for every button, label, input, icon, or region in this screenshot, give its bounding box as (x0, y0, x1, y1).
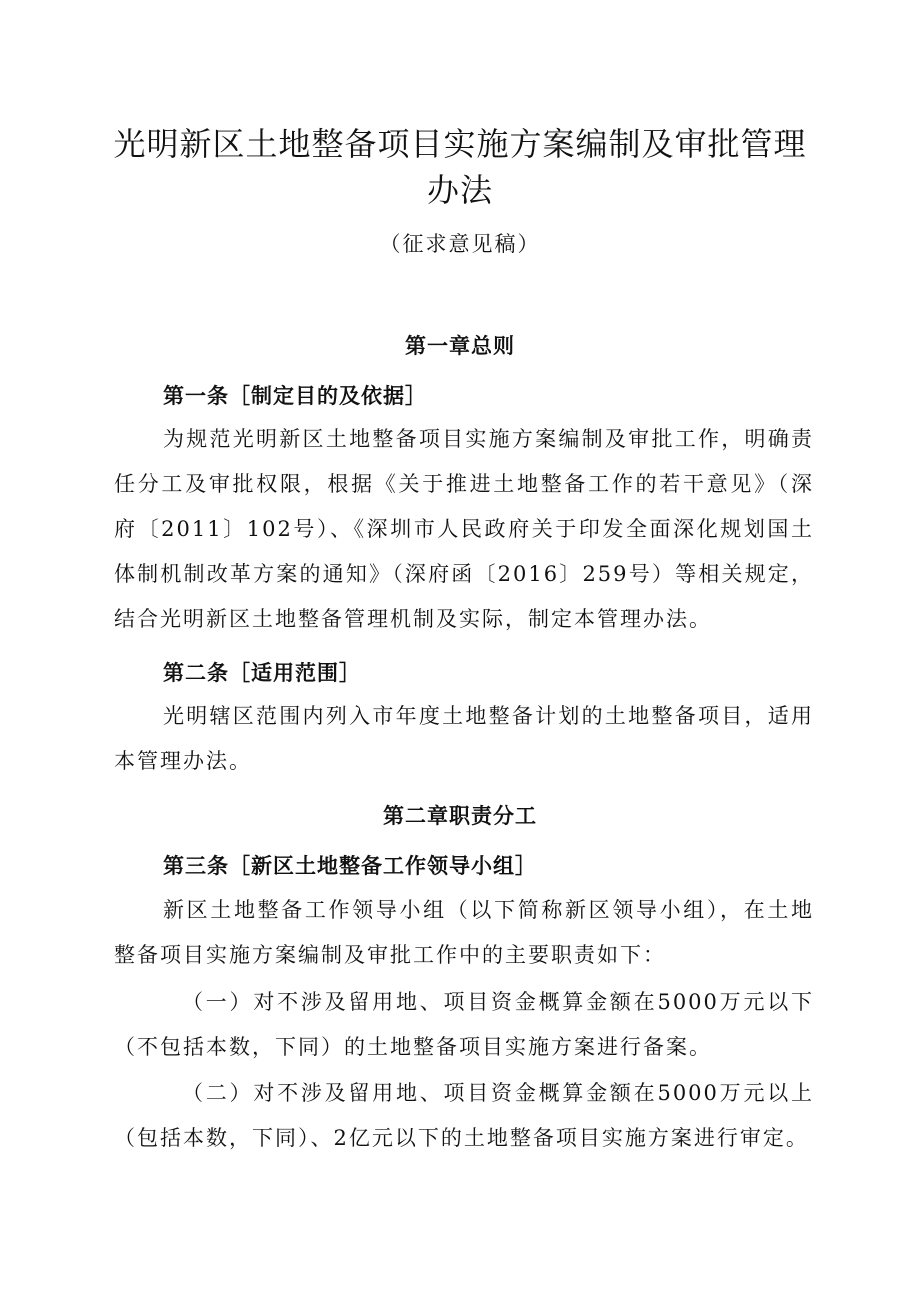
chapter-heading: 第一章总则 (405, 333, 515, 358)
article-paragraph: 为规范光明新区土地整备项目实施方案编制及审批工作，明确责任分工及审批权限，根据《关于推进土地整备工作的若干意见》（深府〔2011〕102号）、《深圳市人民政府关于印发全面深化规划国土体制机制改革方案的通知》（深府函〔2016〕259号）等相关规定，结合光明新区土地整备管理机制及实际，制定本管理办法。 (114, 427, 814, 631)
chapter-heading: 第二章职责分工 (383, 803, 537, 828)
article-heading: 第一条［制定目的及依据］ (163, 383, 427, 408)
document-subtitle: （征求意见稿） (379, 232, 541, 256)
article-list-item: （一）对不涉及留用地、项目资金概算金额在5000万元以下（不包括本数，下同）的土地整备项目实施方案进行备案。 (114, 990, 814, 1059)
document-title: 光明新区土地整备项目实施方案编制及审批管理办法 (113, 125, 807, 209)
article-heading: 第二条［适用范围］ (163, 660, 361, 685)
article-paragraph: 光明辖区范围内列入市年度土地整备计划的土地整备项目，适用本管理办法。 (114, 704, 814, 773)
article-paragraph: 新区土地整备工作领导小组（以下简称新区领导小组），在土地整备项目实施方案编制及审批工作中的主要职责如下： (114, 898, 814, 967)
article-heading: 第三条［新区土地整备工作领导小组］ (163, 853, 537, 878)
article-list-item: （二）对不涉及留用地、项目资金概算金额在5000万元以上（包括本数，下同）、2亿元以下的土地整备项目实施方案进行审定。 (114, 1081, 814, 1150)
